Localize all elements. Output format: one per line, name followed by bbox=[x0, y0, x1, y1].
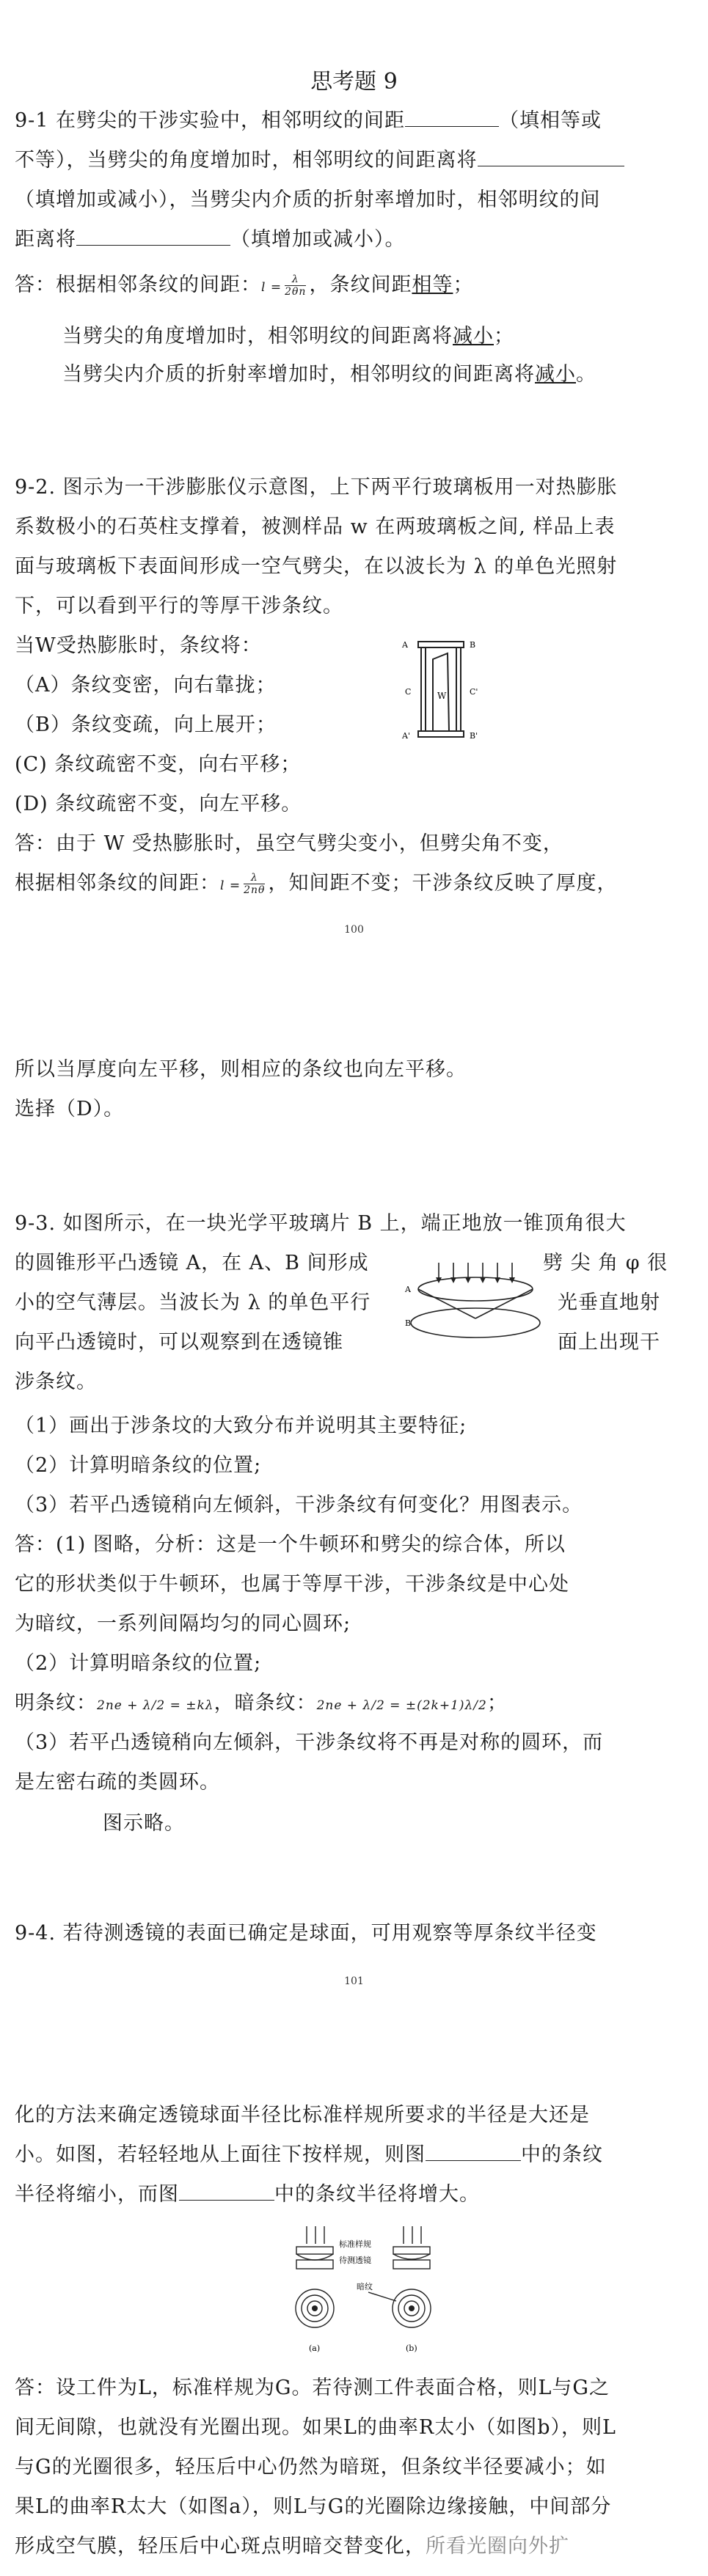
q3-line-4 bbox=[15, 1323, 690, 1362]
q4-line-1: 9-4. 若待测透镜的表面已确定是球面，可用观察等厚条纹半径变 bbox=[15, 1922, 597, 1945]
q4-text: 小。如图，若轻轻地从上面往下按样规，则图 bbox=[15, 2143, 426, 2166]
q3-line-1: 9-3. 如图所示，在一块光学平玻璃片 B 上，端正地放一锥顶角很大 bbox=[15, 1212, 627, 1235]
answer-text: ，条纹间距 bbox=[309, 274, 412, 296]
dilatometer-figure bbox=[396, 627, 492, 752]
q3-answer-6: （3）若平凸透镜稍向左倾斜，干涉条纹将不再是对称的圆环，而 bbox=[15, 1731, 604, 1754]
q3-answer-2: 它的形状类似于牛顿环，也属于等厚干涉，干涉条纹是中心处 bbox=[15, 1573, 569, 1596]
q3-answer-4: （2）计算明暗条纹的位置; bbox=[15, 1652, 262, 1675]
q1-blank-1 bbox=[405, 110, 499, 127]
q1-text: （填相等或 bbox=[499, 109, 602, 132]
q4-text: 半径将缩小，而图 bbox=[15, 2183, 179, 2206]
q2-line-2: 系数极小的石英柱支撑着，被测样品 w 在两玻璃板之间, 样品上表 bbox=[15, 515, 616, 538]
cone-surface bbox=[418, 1289, 475, 1318]
fraction-numerator: λ bbox=[244, 872, 265, 884]
lens-test-figure bbox=[286, 2222, 455, 2357]
q1-text: （填增加或减小）。 bbox=[230, 228, 406, 251]
answer-text: 根据相邻条纹的间距： bbox=[15, 872, 220, 895]
q4-answer-5 bbox=[15, 2527, 690, 2566]
q4-answer-1: 答：设工件为L，标准样规为G。若待测工件表面合格，则L与G之 bbox=[15, 2377, 610, 2399]
q3-answer-1: 答：(1) 图略，分析：这是一个牛顿环和劈尖的综合体，所以 bbox=[15, 1533, 566, 1556]
q3-answer-5 bbox=[15, 1684, 690, 1725]
fig-label-a: A bbox=[405, 1285, 411, 1294]
answer-underlined: 减小 bbox=[453, 325, 494, 348]
fig-label-a: (a) bbox=[309, 2344, 321, 2353]
fig-label-c: C bbox=[405, 687, 412, 697]
q3-text: 向平凸透镜时，可以观察到在透镜锥 bbox=[15, 1331, 343, 1354]
leader-line bbox=[368, 2292, 396, 2301]
fraction-denominator: 2nθ bbox=[244, 884, 266, 896]
q2-answer-1: 答：由于 W 受热膨胀时，虽空气劈尖变小，但劈尖角不变， bbox=[15, 832, 563, 855]
answer-text: ，知间距不变；干涉条纹反映了厚度， bbox=[268, 872, 618, 895]
fig-label-cp: C' bbox=[470, 687, 478, 697]
q1-line-2 bbox=[15, 141, 690, 180]
q2-option-d: (D) 条纹疏密不变，向左平移。 bbox=[15, 793, 302, 815]
q3-answer-3: 为暗纹，一系列间隔均匀的同心圆环; bbox=[15, 1612, 351, 1635]
q3-line-2 bbox=[15, 1244, 690, 1283]
q3-sub-1: （1）画出于涉条坟的大致分布并说明其主要特征; bbox=[15, 1414, 467, 1437]
fig-label-standard: 标准样规 bbox=[339, 2239, 371, 2249]
glass-plate-b bbox=[411, 1308, 540, 1337]
test-lens-surface-a bbox=[296, 2254, 333, 2260]
q1-line-3: （填增加或减小），当劈尖内介质的折射率增加时，相邻明纹的间 bbox=[15, 188, 601, 211]
answer-text: ； bbox=[453, 274, 474, 296]
q1-text: 距离将 bbox=[15, 228, 76, 251]
q3-sub-2: （2）计算明暗条纹的位置; bbox=[15, 1454, 262, 1477]
fig-label-dark-fringe: 暗纹 bbox=[357, 2282, 373, 2291]
q1-answer bbox=[15, 265, 690, 307]
fig-label-test-lens: 待测透镜 bbox=[339, 2256, 371, 2265]
q4-continued-3 bbox=[15, 2175, 690, 2214]
q3-line-3 bbox=[15, 1283, 690, 1323]
test-lens-a bbox=[296, 2260, 333, 2269]
cone-lens-figure bbox=[402, 1247, 541, 1364]
q1-answer-3 bbox=[62, 355, 708, 395]
q4-continued-1: 化的方法来确定透镜球面半径比标准样规所要求的半径是大还是 bbox=[15, 2104, 590, 2127]
formula-fraction bbox=[285, 274, 306, 298]
page-number: 101 bbox=[344, 1975, 364, 1987]
fig-label-a: A bbox=[402, 640, 408, 650]
q4-blank-2 bbox=[179, 2184, 274, 2201]
q2-option-b: （B）条纹变疏，向上展开； bbox=[15, 713, 277, 736]
q2-line-4: 下，可以看到平行的等厚干涉条纹。 bbox=[15, 595, 343, 617]
q1-line-1 bbox=[15, 101, 690, 141]
answer-text: 当劈尖内介质的折射率增加时，相邻明纹的间距离将 bbox=[62, 363, 535, 386]
q4-answer-4: 果L的曲率R太大（如图a），则L与G的光圈除边缘接触，中间部分 bbox=[15, 2495, 612, 2518]
q3-answer-7: 是左密右疏的类圆环。 bbox=[15, 1771, 220, 1794]
q1-blank-3 bbox=[76, 229, 230, 246]
upper-glass-plate bbox=[418, 642, 464, 647]
q3-text: 劈 尖 角 φ 很 bbox=[543, 1252, 668, 1274]
q4-answer-3: 与G的光圈很多，轻压后中心仍然为暗斑，但条纹半径要减小；如 bbox=[15, 2456, 607, 2478]
answer-text: 明条纹： bbox=[15, 1692, 97, 1714]
dark-center-b bbox=[409, 2305, 415, 2311]
standard-gauge-a bbox=[296, 2247, 333, 2254]
answer-text: 当劈尖的角度增加时，相邻明纹的间距离将 bbox=[62, 325, 453, 348]
q3-answer-8: 图示略。 bbox=[103, 1812, 185, 1835]
q3-text: 的圆锥形平凸透镜 A，在 A、B 间形成 bbox=[15, 1252, 369, 1274]
q3-text: 小的空气薄层。当波长为 λ 的单色平行 bbox=[15, 1291, 371, 1314]
lower-glass-plate bbox=[418, 731, 464, 737]
q4-text: 中的条纹 bbox=[521, 2143, 603, 2166]
test-lens-b bbox=[393, 2260, 430, 2269]
fraction-denominator: 2θn bbox=[285, 286, 307, 298]
q4-blank-1 bbox=[426, 2144, 521, 2161]
fig-label-b: (b) bbox=[406, 2344, 417, 2353]
test-lens-surface-b bbox=[393, 2254, 430, 2259]
answer-text: ，暗条纹： bbox=[214, 1692, 317, 1714]
fig-label-ap: A' bbox=[402, 731, 410, 741]
dark-fringe-formula: 2ne + λ/2 = ±(2k+1)λ/2 bbox=[316, 1698, 487, 1713]
fig-label-b: B bbox=[405, 1318, 412, 1328]
q2-option-a: （A）条纹变密，向右靠拢； bbox=[15, 674, 277, 697]
q1-line-4 bbox=[15, 220, 690, 260]
fig-label-b: B bbox=[470, 640, 476, 650]
q2-line-1: 9-2. 图示为一干涉膨胀仪示意图，上下两平行玻璃板用一对热膨胀 bbox=[15, 476, 618, 499]
q2-continued-2: 选择（D）。 bbox=[15, 1098, 125, 1120]
answer-text: 形成空气膜，轻压后中心斑点明暗交替变化， bbox=[15, 2535, 426, 2558]
q1-text: 不等），当劈尖的角度增加时，相邻明纹的间距离将 bbox=[15, 149, 478, 172]
answer-underlined: 减小 bbox=[535, 363, 576, 386]
q3-sub-3: （3）若平凸透镜稍向左倾斜，干涉条纹有何变化？用图表示。 bbox=[15, 1494, 583, 1516]
answer-text: ； bbox=[486, 1692, 508, 1714]
q3-line-5: 涉条纹。 bbox=[15, 1370, 97, 1393]
q4-answer-2: 间无间隙，也就没有光圈出现。如果L的曲率R太小（如图b），则L bbox=[15, 2416, 616, 2439]
q4-continued-2 bbox=[15, 2135, 690, 2175]
q1-text: 9-1 在劈尖的干涉实验中，相邻明纹的间距 bbox=[15, 109, 406, 132]
formula-fraction bbox=[244, 872, 265, 896]
watermark-text: 所看光圈向外扩 bbox=[426, 2535, 569, 2558]
q4-text: 中的条纹半径将增大。 bbox=[274, 2183, 480, 2206]
q2-continued-1: 所以当厚度向左平移，则相应的条纹也向左平移。 bbox=[15, 1058, 467, 1081]
answer-text: ； bbox=[494, 325, 514, 348]
answer-text: 。 bbox=[576, 363, 596, 386]
page-title: 思考题 9 bbox=[310, 69, 398, 95]
cone-surface bbox=[475, 1289, 533, 1318]
fig-label-w: W bbox=[437, 691, 447, 701]
q2-option-c: (C) 条纹疏密不变，向右平移； bbox=[15, 753, 302, 776]
answer-text: 答：根据相邻条纹的间距： bbox=[15, 274, 261, 296]
q1-answer-2 bbox=[62, 317, 708, 356]
formula-lhs: l = bbox=[261, 280, 282, 295]
q3-text: 光垂直地射 bbox=[558, 1291, 660, 1314]
dark-center-a bbox=[312, 2305, 318, 2311]
answer-underlined: 相等 bbox=[412, 274, 453, 296]
fraction-numerator: λ bbox=[285, 274, 306, 286]
q1-blank-2 bbox=[478, 150, 624, 166]
fig-label-bp: B' bbox=[470, 731, 478, 741]
formula-lhs: l = bbox=[220, 878, 241, 893]
q2-answer-2 bbox=[15, 864, 690, 906]
q3-text: 面上出现干 bbox=[558, 1331, 660, 1354]
standard-gauge-b bbox=[393, 2247, 430, 2254]
q2-line-5: 当W受热膨胀时，条纹将： bbox=[15, 634, 262, 657]
q2-line-3: 面与玻璃板下表面间形成一空气劈尖，在以波长为 λ 的单色光照射 bbox=[15, 555, 618, 578]
bright-fringe-formula: 2ne + λ/2 = ±kλ bbox=[97, 1698, 214, 1713]
page-number: 100 bbox=[344, 924, 364, 936]
